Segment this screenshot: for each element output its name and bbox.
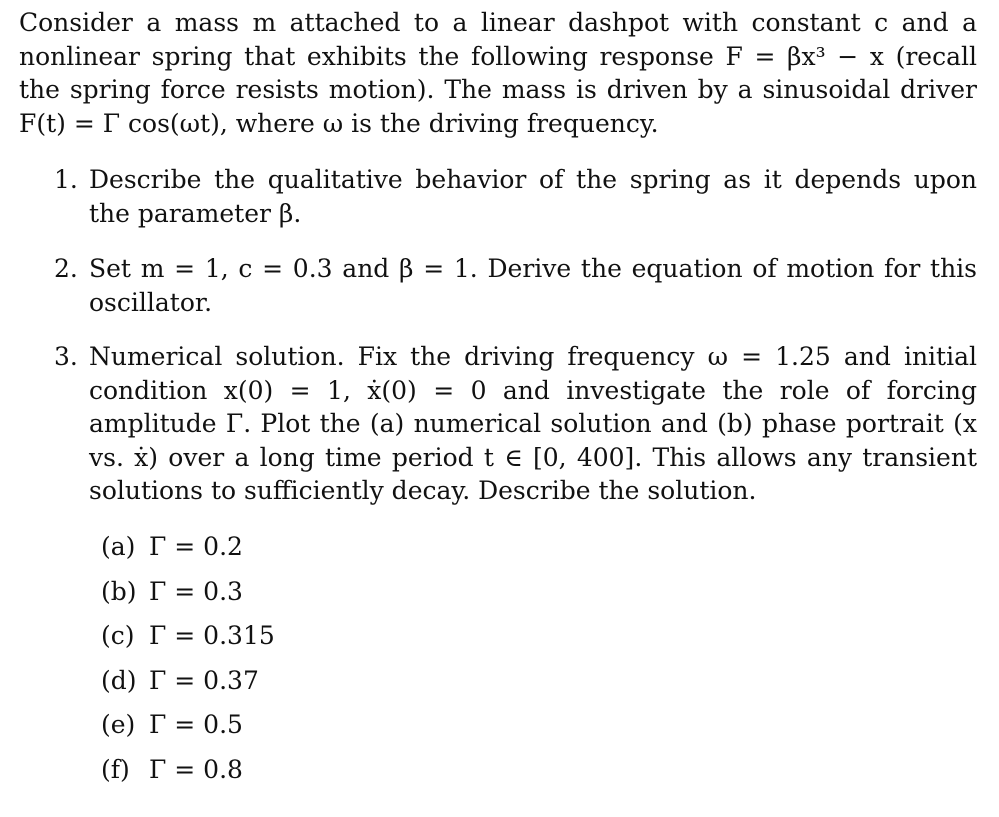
subitem-label: (a) [101,532,136,561]
subitem-value: Γ = 0.8 [149,755,243,784]
question-number: 2. [54,254,78,283]
subitem-label: (b) [101,577,137,606]
question-1 [54,163,977,230]
question-text: Set m = 1, c = 0.3 and β = 1. Derive the equation of motion for this oscillator. [89,254,977,317]
question-number: 3. [54,342,78,371]
subitem-d [101,664,501,698]
problem-intro: Consider a mass m attached to a linear dashpot with constant c and a nonlinear spring that exhibits the following response F = βx³ − x (recall the spring force resists motion). The mass is driven by a sinusoidal driver F(t) = Γ cos(ωt), where ω is the driving frequency. [19,8,977,138]
subitem-value: Γ = 0.2 [149,532,243,561]
subitem-label: (d) [101,666,137,695]
question-text: Describe the qualitative behavior of the spring as it depends upon the parameter β. [89,165,977,228]
subitem-value: Γ = 0.5 [149,710,243,739]
subitem-value: Γ = 0.315 [149,621,275,650]
subitem-f [101,753,501,787]
subitem-value: Γ = 0.37 [149,666,259,695]
subitem-e [101,708,501,742]
subitem-label: (c) [101,621,135,650]
question-text: Numerical solution. Fix the driving frequency ω = 1.25 and initial condition x(0) = 1, ẋ(0) = 0 and investigate the role of forcing amplitude Γ. Plot the (a) numerical solution and (b) phase portrait (x vs. ẋ) over a long time period t ∈ [0, 400]. This allows any transient solutions to sufficiently decay. Describe the solution. [89,342,977,505]
subitem-c [101,619,501,653]
subitem-label: (f) [101,755,130,784]
subitem-value: Γ = 0.3 [149,577,243,606]
question-2 [54,252,977,319]
subitem-label: (e) [101,710,136,739]
question-3 [54,340,977,508]
subitem-a [101,530,501,564]
question-number: 1. [54,165,78,194]
subitem-b [101,575,501,609]
